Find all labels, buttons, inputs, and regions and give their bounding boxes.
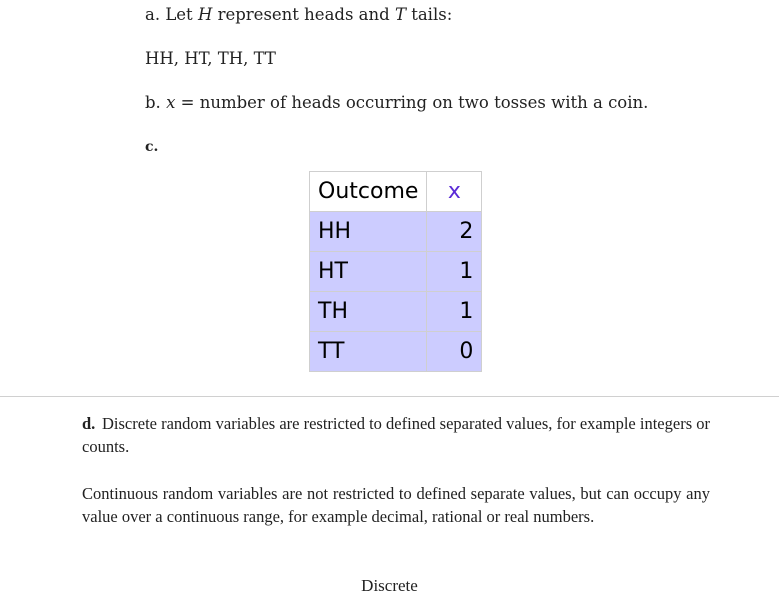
outcomes-table bbox=[309, 171, 482, 372]
part-a-suffix: tails: bbox=[405, 5, 453, 24]
x-value-cell: 1 bbox=[427, 292, 482, 332]
answer-text: Discrete bbox=[361, 576, 418, 595]
part-d-label: d. bbox=[82, 414, 96, 433]
outcome-cell: TT bbox=[310, 332, 427, 372]
table-header-row bbox=[310, 172, 482, 212]
part-c-label: c. bbox=[145, 139, 159, 155]
outcomes-list: HH, HT, TH, TT bbox=[145, 49, 276, 68]
part-b bbox=[145, 93, 648, 113]
variable-x: x bbox=[166, 93, 176, 112]
outcome-cell: TH bbox=[310, 292, 427, 332]
header-outcome: Outcome bbox=[310, 172, 427, 212]
table-row bbox=[310, 212, 482, 252]
header-x: x bbox=[427, 172, 482, 212]
x-value-cell: 0 bbox=[427, 332, 482, 372]
table-row bbox=[310, 252, 482, 292]
x-value-cell: 2 bbox=[427, 212, 482, 252]
heads-symbol: H bbox=[197, 5, 213, 24]
part-a bbox=[145, 5, 452, 25]
part-a-mid: represent heads and bbox=[212, 5, 395, 24]
part-b-suffix: = number of heads occurring on two tosses with a coin. bbox=[175, 93, 649, 112]
continuous-definition: Continuous random variables are not restricted to defined separate values, but can occupy any value over a continuous range, for example decimal, rational or real numbers. bbox=[82, 484, 710, 526]
table-row bbox=[310, 332, 482, 372]
tails-symbol: T bbox=[394, 5, 406, 24]
discrete-definition bbox=[82, 412, 710, 458]
part-b-prefix: b. bbox=[145, 93, 167, 112]
outcome-cell: HH bbox=[310, 212, 427, 252]
section-divider bbox=[0, 396, 779, 397]
part-a-prefix: a. Let bbox=[145, 5, 198, 24]
x-value-cell: 1 bbox=[427, 252, 482, 292]
table-row bbox=[310, 292, 482, 332]
outcome-cell: HT bbox=[310, 252, 427, 292]
paragraph-discrete: Discrete random variables are restricted to defined separated values, for example integers or counts. bbox=[82, 414, 710, 456]
